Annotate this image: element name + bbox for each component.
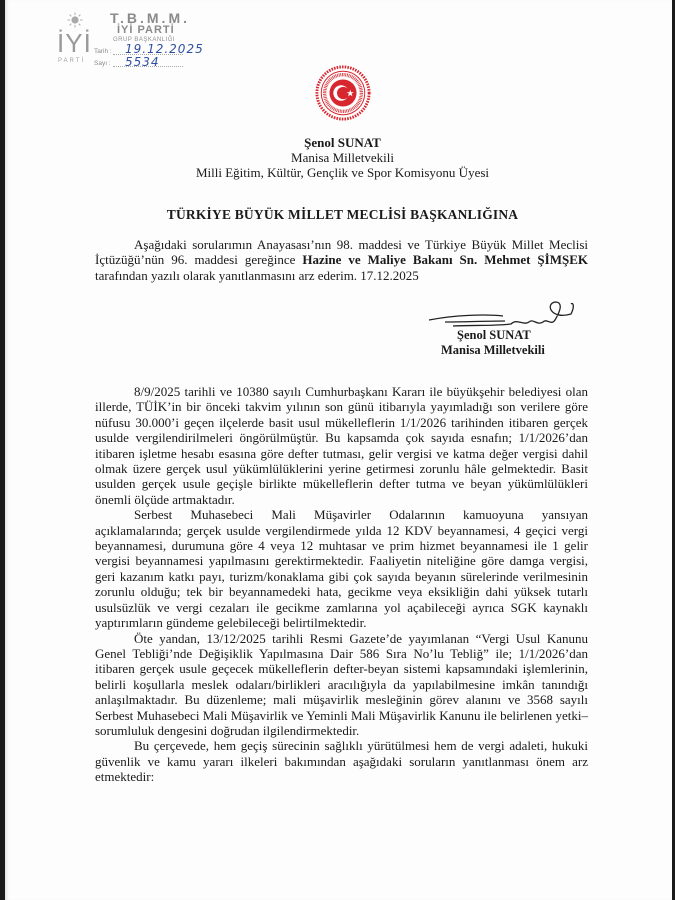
stamp-date-value: 19.12.2025: [125, 42, 204, 56]
sun-icon: [67, 12, 83, 28]
stamp-number-value: 5534: [125, 55, 160, 69]
tbmm-emblem-icon: [314, 64, 372, 122]
stamp-org-line1: T.B.M.M.: [110, 10, 190, 26]
stamp-number-label: Sayı :: [94, 60, 111, 67]
body-paragraph-1: 8/9/2025 tarihli ve 10380 sayılı Cumhurbaşkanı Kararı ile büyükşehir belediyesi olan illerde, TÜİK’in bir önceki takvim yılının son günü itibarıyla yayımladığı son verilere göre nüfusu 30.000’i geçen ilçelerde basit usul mükelleflerin 1/1/2026 tarihinden itibaren gerçek usulde vergilendirilmeleri öngörülmüştür. Bu kapsamda çok sayıda esnafın; 1/1/2026’dan itibaren işletme hesabı esasına göre defter tutması, gelir vergisi ve katma değer vergisi dahil olmak üzere gerçek usul yükümlülüklerini yerine getirmesi zorunlu hâle gelmektedir. Basit usulden gerçek usule geçişle birlikte mükelleflerin defter tutma ve beyan yükümlülükleri önemli ölçüde artmaktadır.: [95, 384, 588, 507]
mp-constituency: Manisa Milletvekili: [291, 150, 394, 165]
mp-name: Şenol SUNAT: [304, 135, 381, 150]
signature-title: Manisa Milletvekili: [441, 343, 545, 357]
addressee-heading: TÜRKİYE BÜYÜK MİLLET MECLİSİ BAŞKANLIĞINA: [166, 207, 519, 222]
iyi-parti-logo: [55, 8, 95, 70]
intro-text-before: Aşağıdaki sorularımın Anayasası’nın 98. maddesi ve Türkiye Büyük Millet Meclisi İçtüzüğü’nün 96. maddesi gereğince: [95, 237, 588, 268]
body-paragraph-2: Serbest Muhasebeci Mali Müşavirler Odalarının kamuoyuna yansıyan açıklamalarında; gerçek usulde vergilendirmede yılda 12 KDV beyannamesi, 4 geçici vergi beyannamesi, durumuna göre 4 veya 12 muhtasar ve prim hizmet beyannamesi ile 1 gelir vergisi beyannamesi yapılmasını gerektirmektedir. Faaliyetin niteliğine göre damga vergisi, geri kazanım katkı payı, turizm/konaklama gibi çok sayıda beyanın sürelerinde verilmesinin zorunlu olduğu; tek bir beyannamedeki hata, gecikme veya eksikliğin dahi yüksek tutarlı usulsüzlük ve vergi cezaları ile gecikme zamlarına yol açabileceği ayrıca SGK kaynaklı yaptırımların gündeme gelebileceği belirtilmektedir.: [95, 507, 588, 631]
signature-name: Şenol SUNAT: [457, 328, 531, 342]
logo-subtext: PARTİ: [58, 58, 86, 64]
logo-text: İYİ: [57, 28, 92, 58]
stamp-date-label: Tarih :: [94, 48, 112, 55]
party-receipt-stamp: [55, 8, 215, 70]
question-rationale: [95, 384, 588, 785]
document-page: [5, 0, 672, 900]
stamp-org-line3: GRUP BAŞKANLIĞI: [113, 37, 176, 43]
intro-paragraph: [95, 237, 588, 283]
body-paragraph-4: Bu çerçevede, hem geçiş sürecinin sağlıklı yürütülmesi hem de vergi adaleti, hukuki güvenlik ve kamu yararı ilkeleri bakımından aşağıdaki soruların yanıtlanması önem arz etmektedir:: [95, 738, 588, 785]
body-paragraph-3: Öte yandan, 13/12/2025 tarihli Resmi Gazete’de yayımlanan “Vergi Usul Kanunu Genel Tebliği’nde Değişiklik Yapılmasına Dair 586 Sıra No’lu Tebliğ” ile; 1/1/2026’dan itibaren gerçek usule geçecek mükelleflerin defter-beyan sistemi kapsamındaki işlemlerinin, belirli koşullarla meslek odaları/birlikleri aracılığıyla da yapılabilmesine imkân tanındığı anlaşılmaktadır. Bu düzenleme; mali müşavirlik mesleğinin görev alanını ve 3568 sayılı Serbest Muhasebeci Mali Müşavirlik ve Yeminli Mali Müşavirlik Kanunu ile belirlenen yetki–sorumluluk dengesini doğrudan ilgilendirmektedir.: [95, 630, 588, 738]
stamp-org-line2: İYİ PARTİ: [117, 24, 175, 36]
signature-block: [433, 300, 593, 360]
mp-committee: Milli Eğitim, Kültür, Gençlik ve Spor Komisyonu Üyesi: [195, 165, 490, 180]
addressee-minister: Hazine ve Maliye Bakanı Sn. Mehmet ŞİMŞEK: [302, 252, 588, 268]
intro-text-after: tarafından yazılı olarak yanıtlanmasını arz ederim. 17.12.2025: [95, 267, 419, 283]
